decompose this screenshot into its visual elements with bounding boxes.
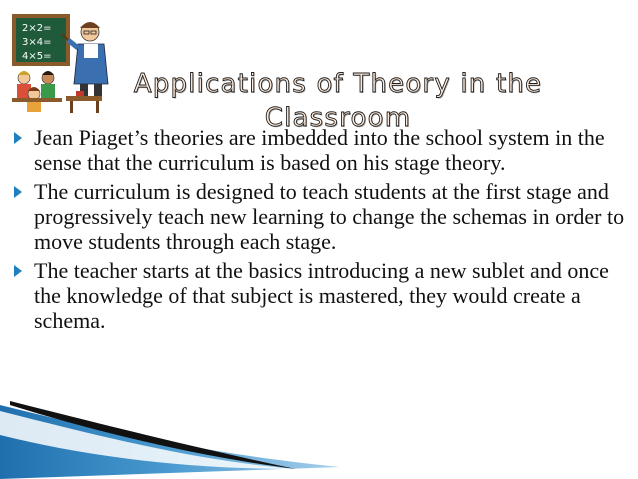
bullet-item <box>12 125 628 175</box>
board-line-2: 3×4= <box>22 37 52 48</box>
board-line-3: 4×5= <box>22 51 52 62</box>
bullet-text: The teacher starts at the basics introducing a new sublet and once the knowledge of that subject is mastered, they would create a schema. <box>34 258 609 333</box>
teacher-classroom-clipart <box>10 12 128 117</box>
slide-title: Applications of Theory in the Classroom <box>133 69 543 134</box>
bullet-item <box>12 258 628 333</box>
board-line-1: 2×2= <box>22 23 52 34</box>
decorative-swoosh <box>0 395 638 479</box>
bullet-list <box>12 125 628 337</box>
triangle-bullet-icon <box>14 265 22 277</box>
bullet-item <box>12 179 628 254</box>
bullet-text: The curriculum is designed to teach students at the first stage and progressively teach new learning to change the schemas in order to move students through each stage. <box>34 179 625 254</box>
bullet-text: Jean Piaget’s theories are imbedded into the school system in the sense that the curriculum is based on his stage theory. <box>34 125 605 175</box>
triangle-bullet-icon <box>14 186 22 198</box>
triangle-bullet-icon <box>14 132 22 144</box>
